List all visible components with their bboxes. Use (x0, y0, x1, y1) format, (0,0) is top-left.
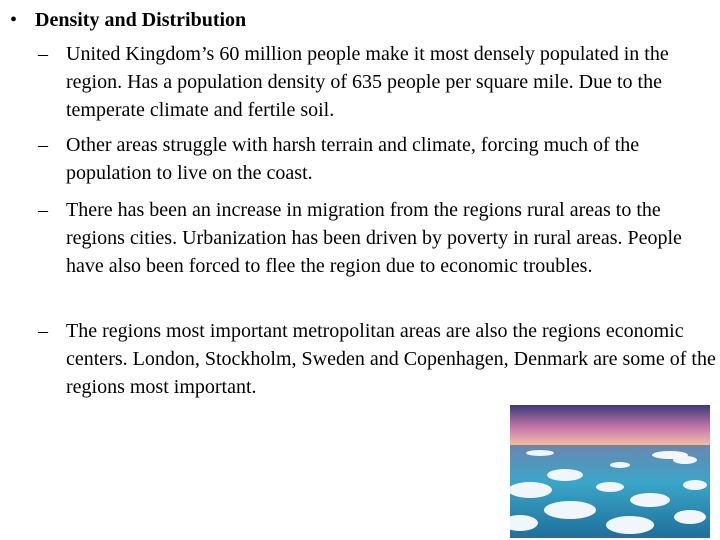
ice-floe (547, 469, 583, 481)
ice-floe (673, 456, 697, 464)
dash-icon: – (38, 134, 48, 156)
sky (510, 405, 710, 447)
ice-floe (526, 450, 554, 456)
dash-icon: – (38, 199, 48, 221)
dash-icon: – (38, 320, 48, 342)
ice-floe (674, 510, 706, 524)
ice-floe (596, 482, 624, 492)
sub-point-text: The regions most important metropolitan areas are also the regions economic centers. London, Stockholm, Sweden and Copenhagen, Denmark are some of the regions most important. (66, 320, 716, 398)
bullet-icon: • (10, 9, 18, 31)
ice-floe (683, 480, 707, 490)
slide-heading: Density and Distribution (35, 9, 247, 31)
sub-point-text: There has been an increase in migration from the regions rural areas to the regions cities. Urbanization has been driven by poverty in rural areas. People have also been forced to flee the region due to economic troubles. (66, 199, 682, 277)
arctic-sea-ice-photo (510, 405, 710, 538)
sub-point-text: Other areas struggle with harsh terrain and climate, forcing much of the population to live on the coast. (66, 134, 640, 184)
sea-ice-illustration (510, 405, 710, 538)
ice-floe (630, 493, 670, 507)
sub-point-text: United Kingdom’s 60 million people make it most densely populated in the region. Has a population density of 635 people per square mile. Due to the temperate climate and fertile soil. (66, 43, 669, 121)
dash-icon: – (38, 43, 48, 65)
ice-floe (544, 501, 596, 519)
ice-floe (606, 516, 654, 534)
ice-floe (510, 482, 552, 498)
ice-floe (610, 462, 630, 468)
